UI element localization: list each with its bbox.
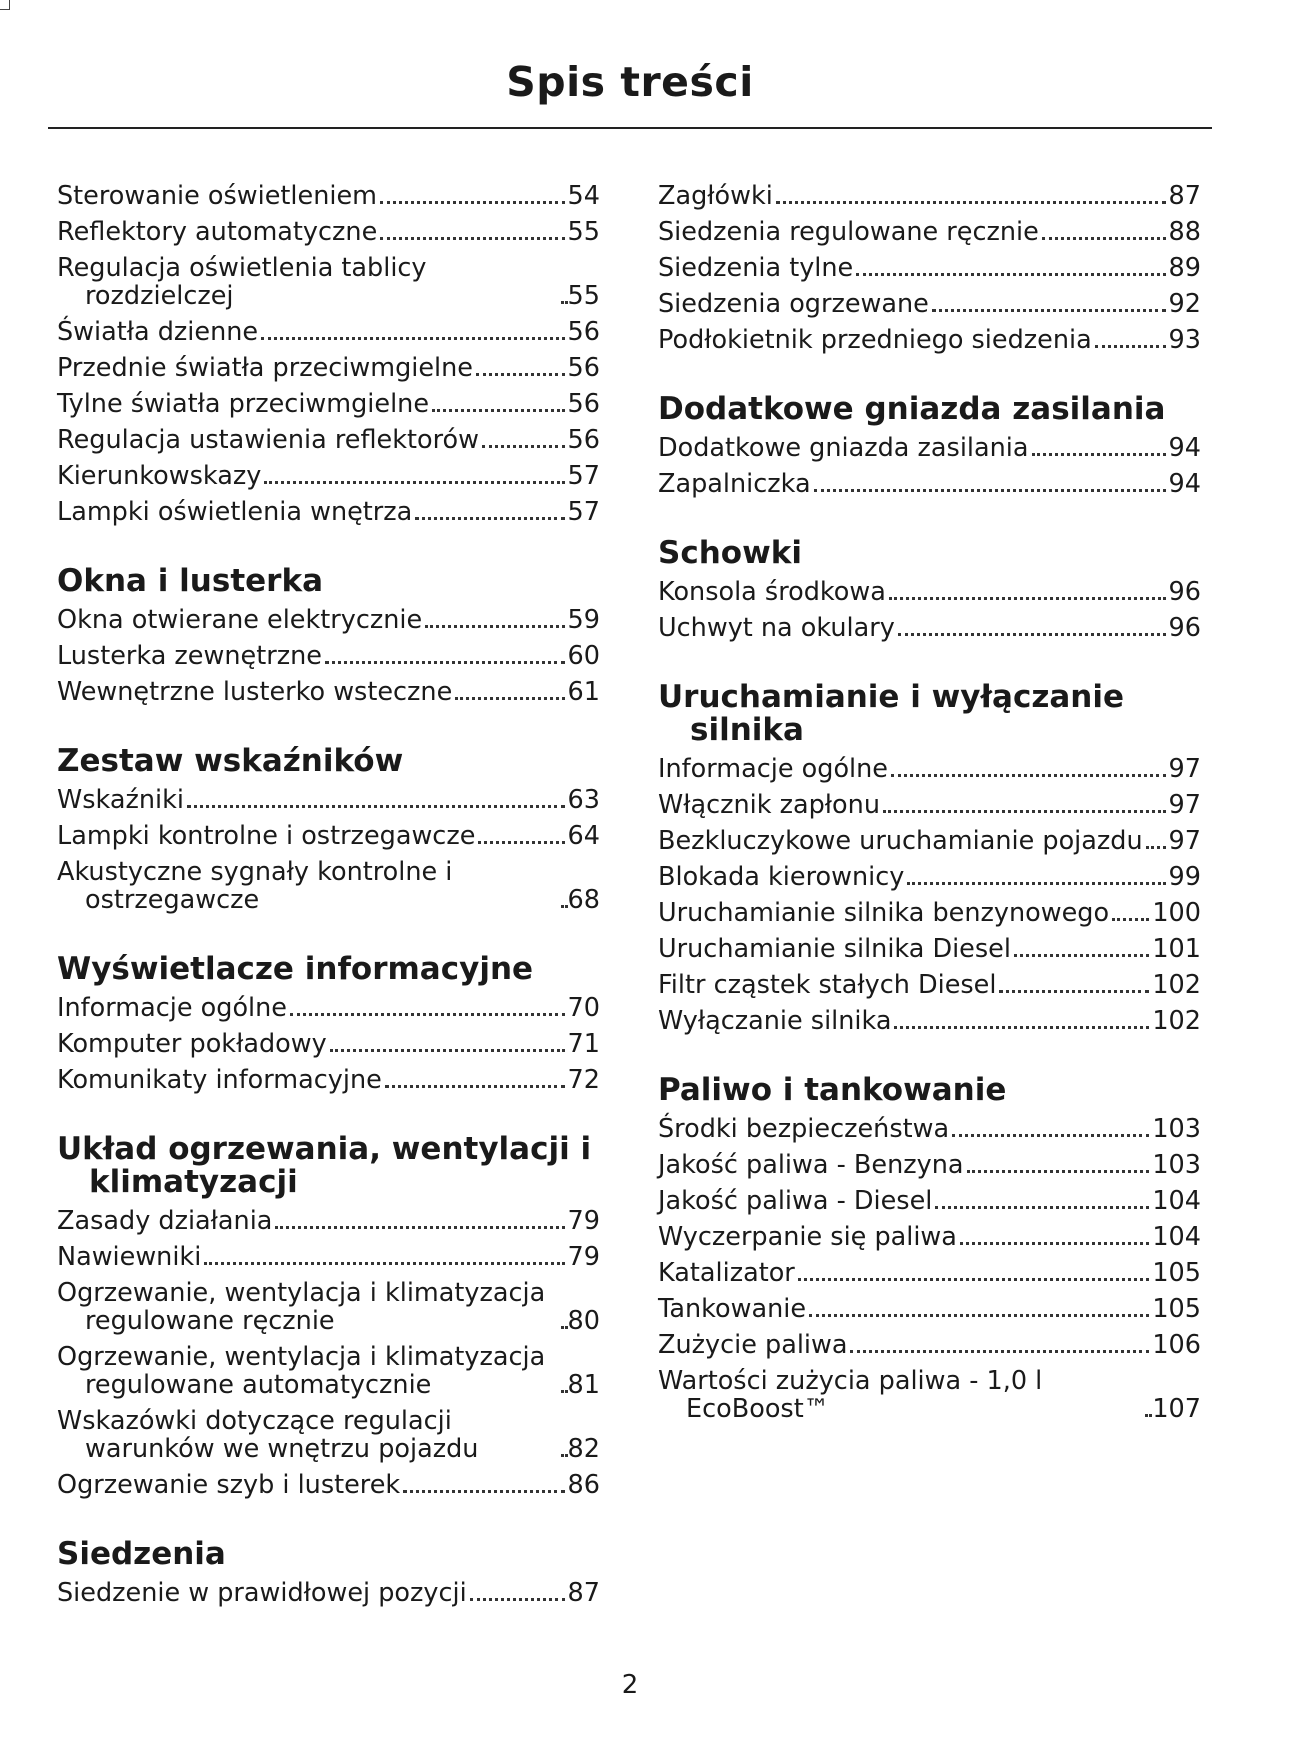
dot-leader [999,990,1149,993]
dot-leader [290,1013,565,1016]
dot-leader [883,810,1166,813]
toc-entry-page: 93 [1168,325,1201,355]
toc-entry-page: 103 [1152,1114,1201,1144]
toc-entry-page: 81 [567,1370,600,1400]
toc-entry[interactable] [57,462,600,498]
toc-entry[interactable] [57,354,600,390]
toc-entry-page: 100 [1152,898,1201,928]
dot-leader [403,1490,564,1493]
toc-entry-page: 101 [1152,934,1201,964]
dot-leader [380,201,565,204]
title-rule [48,127,1212,129]
dot-leader [798,1278,1150,1281]
toc-entry[interactable] [57,642,600,678]
dot-leader [889,597,1166,600]
toc-entry-title: Wskaźniki [57,785,184,815]
toc-entry[interactable] [57,1279,600,1343]
dot-leader [261,337,564,340]
dot-leader [850,1350,1149,1353]
dot-leader [856,273,1165,276]
section-heading: Siedzenia [57,1536,226,1572]
toc-entry-title: Katalizator [658,1258,795,1288]
toc-entry-title: Ogrzewanie, wentylacja i klimatyzacja regulowane ręcznie [57,1278,546,1336]
toc-entry[interactable] [658,614,1201,650]
toc-entry-title: Jakość paliwa - Diesel [658,1186,933,1216]
dot-leader [894,1026,1149,1029]
toc-entry[interactable] [658,827,1201,863]
section-heading: Paliwo i tankowanie [658,1072,1007,1108]
toc-entry-title: Wewnętrzne lusterko wsteczne [57,677,453,707]
toc-entry-page: 86 [567,1470,600,1500]
toc-entry[interactable] [57,1343,600,1407]
dot-leader [380,237,564,240]
toc-entry[interactable] [57,498,600,534]
dot-leader [425,625,564,628]
dot-leader [275,1226,564,1229]
toc-entry-title: Uruchamianie silnika Diesel [658,934,1011,964]
dot-leader [967,1170,1150,1173]
toc-entry-title: Wartości zużycia paliwa - 1,0 l EcoBoost™ [658,1366,1043,1424]
dot-leader [478,841,564,844]
toc-entry-title: Jakość paliwa - Benzyna [658,1150,964,1180]
dot-leader [809,1314,1149,1317]
toc-entry-page: 57 [567,497,600,527]
toc-entry[interactable] [658,1007,1201,1043]
toc-entry-page: 55 [567,281,600,311]
section-heading: Wyświetlacze informacyjne [57,951,534,987]
toc-entry-title: Przednie światła przeciwmgielne [57,353,473,383]
toc-entry-title: Zagłówki [658,181,773,211]
toc-entry[interactable] [57,390,600,426]
toc-entry[interactable] [57,426,600,462]
toc-entry-title: Siedzenie w prawidłowej pozycji [57,1578,467,1608]
dot-leader [776,201,1166,204]
toc-entry-page: 97 [1168,790,1201,820]
toc-entry[interactable] [57,858,600,922]
toc-entry-title: Regulacja ustawienia reflektorów [57,425,479,455]
toc-entry-title: Ogrzewanie, wentylacja i klimatyzacja regulowane automatycznie [57,1342,546,1400]
toc-entry-page: 56 [567,425,600,455]
dot-leader [432,409,565,412]
toc-entry-title: Informacje ogólne [57,993,287,1023]
dot-leader [935,1206,1149,1209]
toc-entry-page: 89 [1168,253,1201,283]
toc-entry-page: 102 [1152,1006,1201,1036]
page-number: 2 [621,1670,639,1700]
toc-entry[interactable] [57,1066,600,1102]
toc-entry-title: Uchwyt na okulary [658,613,895,643]
toc-entry-title: Podłokietnik przedniego siedzenia [658,325,1092,355]
toc-entry-page: 104 [1152,1186,1201,1216]
dot-leader [561,905,565,908]
toc-entry[interactable] [658,182,1201,218]
toc-entry-page: 71 [567,1029,600,1059]
section-heading: Okna i lusterka [57,563,323,599]
dot-leader [482,445,565,448]
page-title: Spis treści [506,58,754,106]
toc-entry[interactable] [658,1187,1201,1223]
toc-section [658,1074,1201,1431]
toc-entry[interactable] [658,755,1201,791]
dot-leader [561,1390,565,1393]
toc-entry-title: Uruchamianie silnika benzynowego [658,898,1110,928]
toc-entry-page: 96 [1168,613,1201,643]
toc-entry[interactable] [57,822,600,858]
dot-leader [952,1134,1149,1137]
section-heading: Zestaw wskaźników [57,743,404,779]
toc-section [57,1538,600,1615]
toc-entry[interactable] [658,578,1201,614]
toc-entry[interactable] [658,1259,1201,1295]
toc-entry-title: Tankowanie [658,1294,807,1324]
toc-entry-title: Komunikaty informacyjne [57,1065,382,1095]
toc-entry[interactable] [658,1151,1201,1187]
toc-entry-page: 79 [567,1242,600,1272]
toc-entry-page: 79 [567,1206,600,1236]
toc-entry-page: 87 [567,1578,600,1608]
toc-entry-page: 57 [567,461,600,491]
toc-entry-title: Siedzenia ogrzewane [658,289,929,319]
dot-leader [561,301,565,304]
dot-leader [891,774,1166,777]
toc-entry-title: Reflektory automatyczne [57,217,378,247]
dot-leader [960,1242,1149,1245]
toc-entry-title: Regulacja oświetlenia tablicy rozdzielczej [57,253,427,311]
toc-entry-page: 96 [1168,577,1201,607]
toc-entry[interactable] [57,254,600,318]
toc-entry-page: 55 [567,217,600,247]
crop-mark [0,0,10,10]
toc-section [658,681,1201,1043]
dot-leader [187,805,565,808]
toc-entry-title: Środki bezpieczeństwa [658,1114,950,1144]
toc-section [57,745,600,922]
toc-entry[interactable] [658,290,1201,326]
toc-entry-page: 56 [567,389,600,419]
toc-section [57,1133,600,1507]
toc-entry-title: Akustyczne sygnały kontrolne i ostrzegawcze [57,857,453,915]
dot-leader [204,1262,564,1265]
toc-entry-title: Tylne światła przeciwmgielne [57,389,430,419]
section-heading: Dodatkowe gniazda zasilania [658,391,1166,427]
dot-leader [561,1326,565,1329]
section-heading: Schowki [658,535,802,571]
toc-entry-page: 70 [567,993,600,1023]
toc-entry[interactable] [57,1471,600,1507]
toc-entry-page: 56 [567,353,600,383]
dot-leader [1032,453,1166,456]
dot-leader [470,1598,565,1601]
toc-entry-page: 97 [1168,754,1201,784]
dot-leader [932,309,1166,312]
toc-entry-page: 72 [567,1065,600,1095]
toc-entry-page: 60 [567,641,600,671]
toc-entry-title: Lampki oświetlenia wnętrza [57,497,413,527]
toc-entry-page: 105 [1152,1258,1201,1288]
toc-entry-title: Lampki kontrolne i ostrzegawcze [57,821,476,851]
toc-entry[interactable] [658,1223,1201,1259]
dot-leader [330,1049,565,1052]
toc-entry-title: Bezkluczykowe uruchamianie pojazdu [658,826,1143,856]
dot-leader [907,882,1165,885]
toc-entry-page: 99 [1168,862,1201,892]
toc-entry-title: Zasady działania [57,1206,273,1236]
dot-leader [264,481,564,484]
toc-entry-title: Informacje ogólne [658,754,888,784]
toc-entry[interactable] [57,1407,600,1471]
dot-leader [385,1085,565,1088]
toc-entry[interactable] [57,1207,600,1243]
toc-entry[interactable] [57,994,600,1030]
toc-section [658,393,1201,506]
toc-entry-page: 94 [1168,433,1201,463]
toc-entry-page: 97 [1168,826,1201,856]
section-heading: Układ ogrzewania, wentylacji i klimatyzacji [57,1131,592,1200]
toc-entry-page: 106 [1152,1330,1201,1360]
toc-entry-title: Wskazówki dotyczące regulacji warunków we wnętrzu pojazdu [57,1406,479,1464]
toc-entry-title: Dodatkowe gniazda zasilania [658,433,1029,463]
toc-entry[interactable] [658,1331,1201,1367]
toc-entry-title: Światła dzienne [57,317,259,347]
toc-entry[interactable] [57,318,600,354]
dot-leader [1112,918,1149,921]
toc-entry-title: Nawiewniki [57,1242,202,1272]
toc-entry-page: 103 [1152,1150,1201,1180]
toc-entry-title: Włącznik zapłonu [658,790,880,820]
dot-leader [561,1454,565,1457]
dot-leader [1014,954,1149,957]
toc-entry-page: 104 [1152,1222,1201,1252]
dot-leader [1145,1414,1149,1417]
dot-leader [325,661,565,664]
toc-entry-page: 80 [567,1306,600,1336]
toc-entry-page: 87 [1168,181,1201,211]
toc-entry[interactable] [658,791,1201,827]
toc-entry[interactable] [57,678,600,714]
toc-entry-title: Wyłączanie silnika [658,1006,892,1036]
toc-entry-title: Sterowanie oświetleniem [57,181,377,211]
toc-entry[interactable] [658,935,1201,971]
toc-entry-page: 56 [567,317,600,347]
toc-entry-page: 107 [1152,1394,1201,1424]
toc-entry[interactable] [57,218,600,254]
toc-entry[interactable] [57,182,600,218]
toc-entry-title: Siedzenia tylne [658,253,854,283]
toc-section [57,953,600,1102]
dot-leader [476,373,565,376]
toc-section [658,182,1201,362]
toc-section [57,182,600,534]
toc-entry-title: Komputer pokładowy [57,1029,327,1059]
toc-entry-title: Kierunkowskazy [57,461,262,491]
toc-entry[interactable] [658,1295,1201,1331]
toc-entry[interactable] [658,326,1201,362]
dot-leader [1042,237,1166,240]
toc-entry[interactable] [658,1367,1201,1431]
dot-leader [455,697,564,700]
toc-entry-title: Zapalniczka [658,469,811,499]
toc-entry-page: 105 [1152,1294,1201,1324]
toc-entry-page: 88 [1168,217,1201,247]
toc-entry-page: 102 [1152,970,1201,1000]
dot-leader [1095,345,1166,348]
toc-entry-title: Zużycie paliwa [658,1330,848,1360]
toc-entry[interactable] [658,254,1201,290]
dot-leader [814,489,1166,492]
toc-entry-page: 59 [567,605,600,635]
toc-section [658,537,1201,650]
toc-entry-page: 54 [567,181,600,211]
toc-entry-title: Wyczerpanie się paliwa [658,1222,957,1252]
toc-entry-title: Okna otwierane elektrycznie [57,605,423,635]
toc-entry-page: 94 [1168,469,1201,499]
toc-entry[interactable] [658,1115,1201,1151]
dot-leader [415,517,564,520]
toc-entry[interactable] [658,899,1201,935]
dot-leader [898,633,1166,636]
toc-entry-page: 68 [567,885,600,915]
section-heading: Uruchamianie i wyłączanie silnika [658,679,1124,748]
toc-entry[interactable] [57,786,600,822]
toc-right-column [658,182,1201,1462]
toc-entry-page: 82 [567,1434,600,1464]
toc-entry-page: 61 [567,677,600,707]
toc-entry[interactable] [57,1243,600,1279]
toc-entry[interactable] [658,971,1201,1007]
toc-entry[interactable] [658,434,1201,470]
toc-section [57,565,600,714]
toc-entry-title: Ogrzewanie szyb i lusterek [57,1470,401,1500]
toc-entry[interactable] [658,863,1201,899]
toc-entry[interactable] [658,470,1201,506]
toc-entry[interactable] [658,218,1201,254]
toc-entry[interactable] [57,1030,600,1066]
toc-entry-page: 63 [567,785,600,815]
toc-entry-title: Konsola środkowa [658,577,886,607]
toc-entry-title: Blokada kierownicy [658,862,905,892]
toc-entry-page: 64 [567,821,600,851]
toc-entry[interactable] [57,1579,600,1615]
toc-entry[interactable] [57,606,600,642]
toc-left-column [57,182,600,1646]
dot-leader [1146,846,1166,849]
toc-entry-title: Lusterka zewnętrzne [57,641,322,671]
toc-entry-title: Siedzenia regulowane ręcznie [658,217,1039,247]
toc-entry-title: Filtr cząstek stałych Diesel [658,970,997,1000]
toc-entry-page: 92 [1168,289,1201,319]
